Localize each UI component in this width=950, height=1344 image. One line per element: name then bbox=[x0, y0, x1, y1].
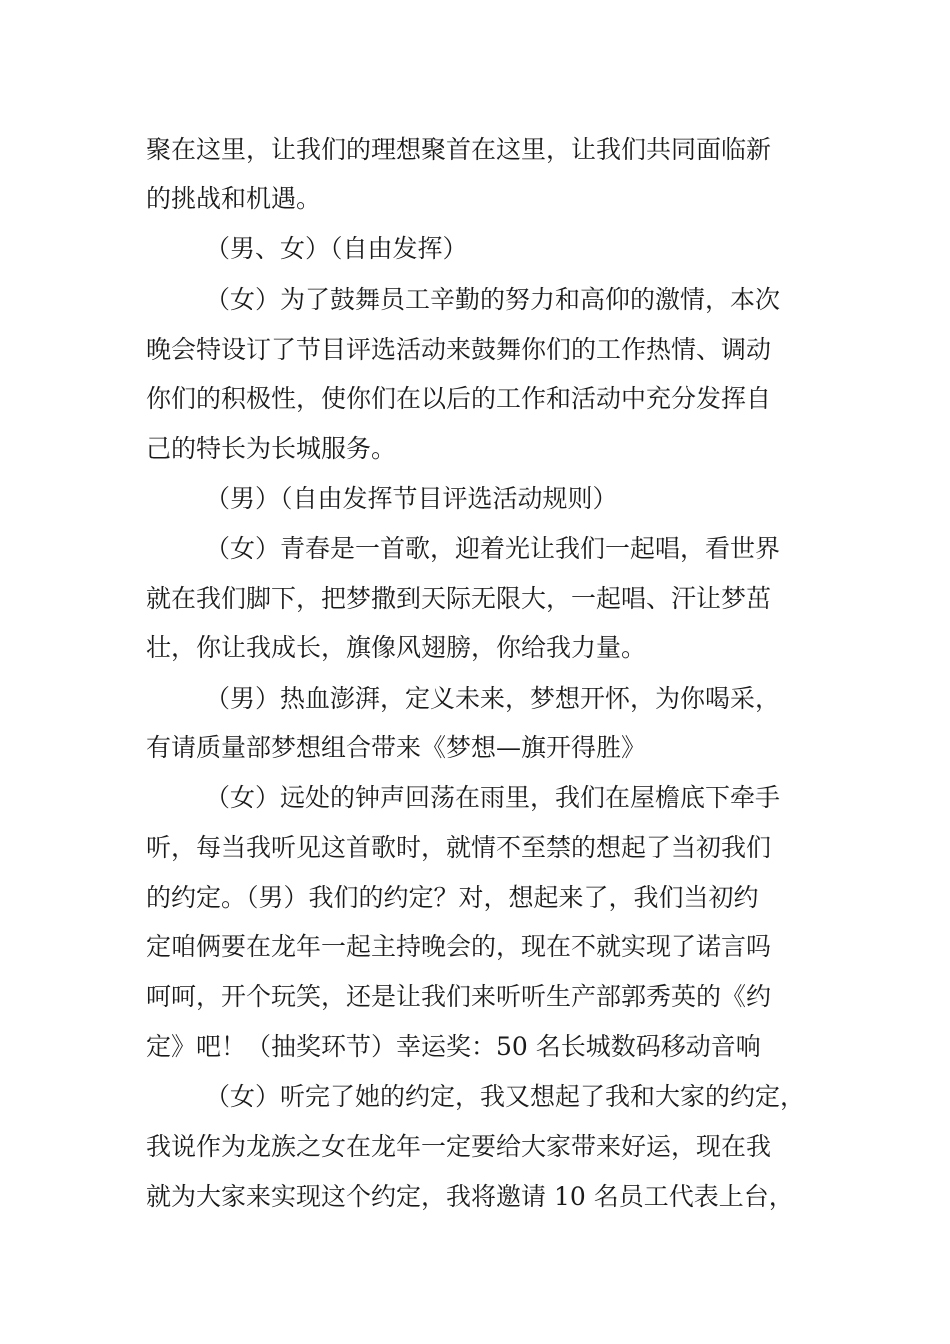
text-line: （女）为了鼓舞员工辛勤的努力和高仰的激情，本次 bbox=[205, 285, 781, 314]
text-line: 就为大家来实现这个约定，我将邀请 10 名员工代表上台， bbox=[146, 1182, 794, 1211]
text-line: 呵呵，开个玩笑，还是让我们来听听生产部郭秀英的《约 bbox=[146, 982, 772, 1011]
text-line: 己的特长为长城服务。 bbox=[146, 434, 397, 463]
text-line: 听，每当我听见这首歌时，就情不至禁的想起了当初我们 bbox=[146, 833, 772, 862]
text-line: 有请质量部梦想组合带来《梦想—旗开得胜》 bbox=[146, 733, 647, 762]
text-line: （女）听完了她的约定，我又想起了我和大家的约定， bbox=[205, 1082, 806, 1111]
text-line: 你们的积极性，使你们在以后的工作和活动中充分发挥自 bbox=[146, 384, 772, 413]
text-line: 壮，你让我成长，旗像风翅膀，你给我力量。 bbox=[146, 633, 647, 662]
text-line: 的挑战和机遇。 bbox=[146, 184, 322, 213]
text-line: 晚会特设订了节目评选活动来鼓舞你们的工作热情、调动 bbox=[146, 335, 772, 364]
text-line: 我说作为龙族之女在龙年一定要给大家带来好运，现在我 bbox=[146, 1132, 772, 1161]
text-line: 的约定。（男）我们的约定？对，想起来了，我们当初约 bbox=[146, 883, 759, 912]
text-line: （男）（自由发挥节目评选活动规则） bbox=[205, 484, 618, 513]
text-line: （女）青春是一首歌，迎着光让我们一起唱，看世界 bbox=[205, 534, 781, 563]
text-line: （男、女）（自由发挥） bbox=[205, 234, 468, 263]
text-line: （女）远处的钟声回荡在雨里，我们在屋檐底下牵手 bbox=[205, 783, 781, 812]
text-line: 定》吧！（抽奖环节）幸运奖：50 名长城数码移动音响 bbox=[146, 1032, 761, 1061]
text-line: 就在我们脚下，把梦撒到天际无限大，一起唱、汗让梦茁 bbox=[146, 584, 772, 613]
text-line: （男）热血澎湃，定义未来，梦想开怀，为你喝采， bbox=[205, 684, 781, 713]
text-line: 定咱俩要在龙年一起主持晚会的，现在不就实现了诺言吗 bbox=[146, 932, 772, 961]
text-line: 聚在这里，让我们的理想聚首在这里，让我们共同面临新 bbox=[146, 135, 772, 164]
